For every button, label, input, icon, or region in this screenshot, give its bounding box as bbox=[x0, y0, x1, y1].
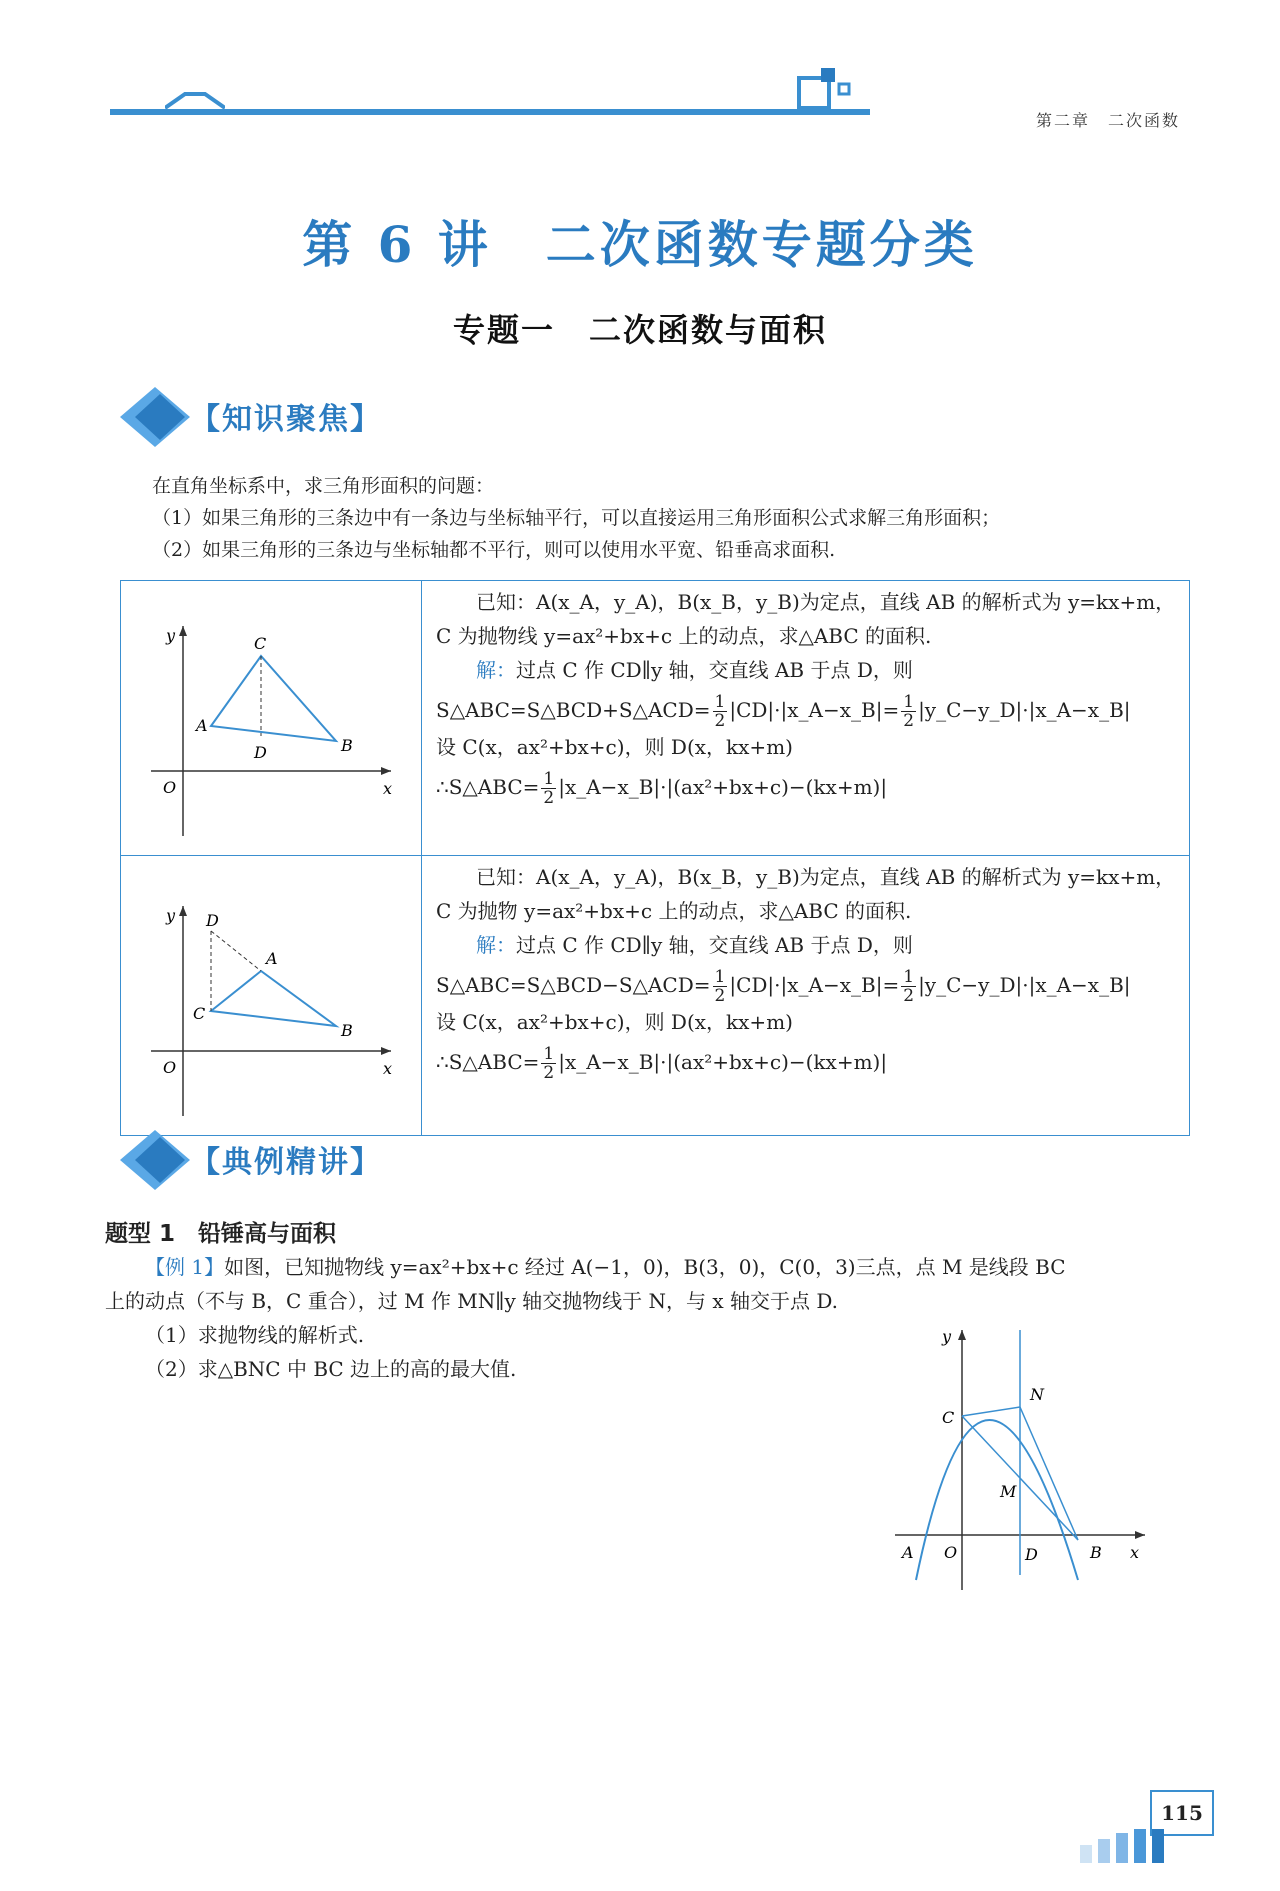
knowledge-table bbox=[120, 580, 1190, 1136]
example-label-m: M bbox=[1000, 1482, 1017, 1501]
case2-figure-cell bbox=[121, 856, 422, 1136]
intro-text bbox=[152, 470, 1192, 566]
case2-res-b: |x_A−x_B|·|(ax²+bx+c)−(kx+m)| bbox=[558, 1050, 888, 1074]
frac-den: 2 bbox=[543, 1063, 555, 1083]
frac-den: 2 bbox=[903, 986, 915, 1006]
case1-res-b: |x_A−x_B|·|(ax²+bx+c)−(kx+m)| bbox=[558, 775, 888, 799]
question-1: （1）求抛物线的解析式. bbox=[145, 1323, 365, 1347]
example-label-o: O bbox=[944, 1543, 958, 1562]
example-label-x: x bbox=[1130, 1543, 1140, 1562]
case1-setc: 设 C(x，ax²+bx+c)，则 D(x，kx+m) bbox=[436, 735, 793, 759]
case1-sol-text: 过点 C 作 CD∥y 轴，交直线 AB 于点 D，则 bbox=[516, 658, 913, 682]
case1-known-1: 已知：A(x_A，y_A)，B(x_B，y_B)为定点，直线 AB 的解析式为 y=kx+m， bbox=[476, 590, 1176, 614]
example-tag: 【例 1】 bbox=[145, 1255, 225, 1279]
case2-sol-label: 解： bbox=[476, 933, 516, 957]
examples-banner bbox=[110, 1125, 410, 1195]
case2-eq1-b: |CD|·|x_A−x_B|= bbox=[729, 973, 900, 997]
diamond-icon bbox=[110, 1125, 200, 1195]
case2-eq1-c: |y_C−y_D|·|x_A−x_B| bbox=[918, 973, 1131, 997]
case1-frac-2 bbox=[901, 693, 916, 730]
case2-label-a: A bbox=[266, 949, 278, 968]
case2-figure bbox=[121, 856, 421, 1131]
case1-label-y: y bbox=[166, 626, 176, 645]
case1-sol-label: 解： bbox=[476, 658, 516, 682]
example-label-c: C bbox=[942, 1408, 955, 1427]
case1-label-x: x bbox=[383, 779, 393, 798]
case1-result bbox=[436, 770, 1179, 807]
frac-num: 1 bbox=[714, 967, 726, 987]
case2-solution bbox=[436, 928, 1179, 962]
case2-sol-text: 过点 C 作 CD∥y 轴，交直线 AB 于点 D，则 bbox=[516, 933, 913, 957]
case1-label-o: O bbox=[163, 778, 177, 797]
case1-eq1-b: |CD|·|x_A−x_B|= bbox=[729, 698, 900, 722]
case2-text-cell bbox=[422, 856, 1190, 1136]
footer-bars-decor bbox=[1080, 1825, 1230, 1865]
frac-num: 1 bbox=[543, 769, 555, 789]
case-row-2 bbox=[121, 856, 1190, 1136]
case2-frac-3 bbox=[541, 1045, 556, 1082]
page-number: 115 bbox=[1161, 1801, 1203, 1825]
case1-label-a: A bbox=[196, 716, 208, 735]
frac-den: 2 bbox=[714, 986, 726, 1006]
example-line-1 bbox=[105, 1250, 1195, 1284]
case1-known-2: C 为抛物线 y=ax²+bx+c 上的动点，求△ABC 的面积. bbox=[436, 624, 932, 648]
knowledge-label: 【知识聚焦】 bbox=[190, 402, 382, 437]
case1-frac-3 bbox=[541, 770, 556, 807]
case1-figure-cell bbox=[121, 581, 422, 856]
case2-eq1 bbox=[436, 968, 1179, 1005]
case2-known-1: 已知：A(x_A，y_A)，B(x_B，y_B)为定点，直线 AB 的解析式为 y=kx+m， bbox=[476, 865, 1176, 889]
case2-known-2: C 为抛物 y=ax²+bx+c 上的动点，求△ABC 的面积. bbox=[436, 899, 912, 923]
case1-eq1-a: S△ABC=S△BCD+S△ACD= bbox=[436, 698, 711, 722]
case2-eq1-a: S△ABC=S△BCD−S△ACD= bbox=[436, 973, 711, 997]
example-label-n: N bbox=[1030, 1385, 1044, 1404]
case1-label-b: B bbox=[341, 736, 353, 755]
case2-frac-1 bbox=[713, 968, 728, 1005]
case2-setc: 设 C(x，ax²+bx+c)，则 D(x，kx+m) bbox=[436, 1010, 793, 1034]
case1-eq1-c: |y_C−y_D|·|x_A−x_B| bbox=[918, 698, 1131, 722]
case1-res-a: ∴S△ABC= bbox=[436, 775, 540, 799]
frac-num: 1 bbox=[903, 967, 915, 987]
chapter-label: 第二章 二次函数 bbox=[1035, 111, 1180, 130]
examples-label: 【典例精讲】 bbox=[190, 1145, 382, 1180]
case2-label-x: x bbox=[383, 1059, 393, 1078]
frac-num: 1 bbox=[543, 1044, 555, 1064]
case2-res-a: ∴S△ABC= bbox=[436, 1050, 540, 1074]
lecture-title: 第 6 讲 二次函数专题分类 bbox=[302, 215, 978, 274]
header-square-decor bbox=[795, 62, 855, 112]
case1-text-cell bbox=[422, 581, 1190, 856]
example-label-d: D bbox=[1025, 1545, 1038, 1564]
case1-text bbox=[422, 581, 1189, 807]
case-row-1 bbox=[121, 581, 1190, 856]
case2-label-b: B bbox=[341, 1021, 353, 1040]
case1-solution bbox=[436, 653, 1179, 687]
frac-den: 2 bbox=[903, 711, 915, 731]
example-line-2: 上的动点（不与 B，C 重合），过 M 作 MN∥y 轴交抛物线于 N，与 x 轴交于点 D. bbox=[105, 1289, 839, 1313]
intro-line-2: （1）如果三角形的三条边中有一条边与坐标轴平行，可以直接运用三角形面积公式求解三角形面积； bbox=[152, 507, 1001, 529]
example-figure bbox=[880, 1320, 1160, 1600]
case1-figure bbox=[121, 581, 421, 851]
question-2: （2）求△BNC 中 BC 边上的高的最大值. bbox=[145, 1357, 517, 1381]
type-title: 题型 1 铅锤高与面积 bbox=[105, 1221, 337, 1247]
example-label-b: B bbox=[1090, 1543, 1102, 1562]
case1-eq1 bbox=[436, 693, 1179, 730]
case2-frac-2 bbox=[901, 968, 916, 1005]
header-wave-decor bbox=[165, 90, 225, 110]
case2-label-d: D bbox=[206, 911, 219, 930]
case2-label-o: O bbox=[163, 1058, 177, 1077]
diamond-icon bbox=[110, 382, 200, 452]
case2-label-c: C bbox=[193, 1004, 206, 1023]
case2-label-y: y bbox=[166, 906, 176, 925]
knowledge-banner bbox=[110, 382, 410, 452]
topic-title: 专题一 二次函数与面积 bbox=[452, 311, 827, 349]
frac-den: 2 bbox=[714, 711, 726, 731]
case1-frac-1 bbox=[713, 693, 728, 730]
frac-num: 1 bbox=[903, 692, 915, 712]
case2-text bbox=[422, 856, 1189, 1082]
case2-result bbox=[436, 1045, 1179, 1082]
intro-line-1: 在直角坐标系中，求三角形面积的问题： bbox=[152, 475, 495, 497]
example-text-1: 如图，已知抛物线 y=ax²+bx+c 经过 A(−1，0)，B(3，0)，C(0，3)三点，点 M 是线段 BC bbox=[224, 1255, 1066, 1279]
case1-label-d: D bbox=[254, 743, 267, 762]
case1-label-c: C bbox=[254, 634, 267, 653]
frac-num: 1 bbox=[714, 692, 726, 712]
intro-line-3: （2）如果三角形的三条边与坐标轴都不平行，则可以使用水平宽、铅垂高求面积. bbox=[152, 539, 836, 561]
frac-den: 2 bbox=[543, 788, 555, 808]
example-label-a: A bbox=[902, 1543, 914, 1562]
example-label-y: y bbox=[942, 1327, 952, 1346]
